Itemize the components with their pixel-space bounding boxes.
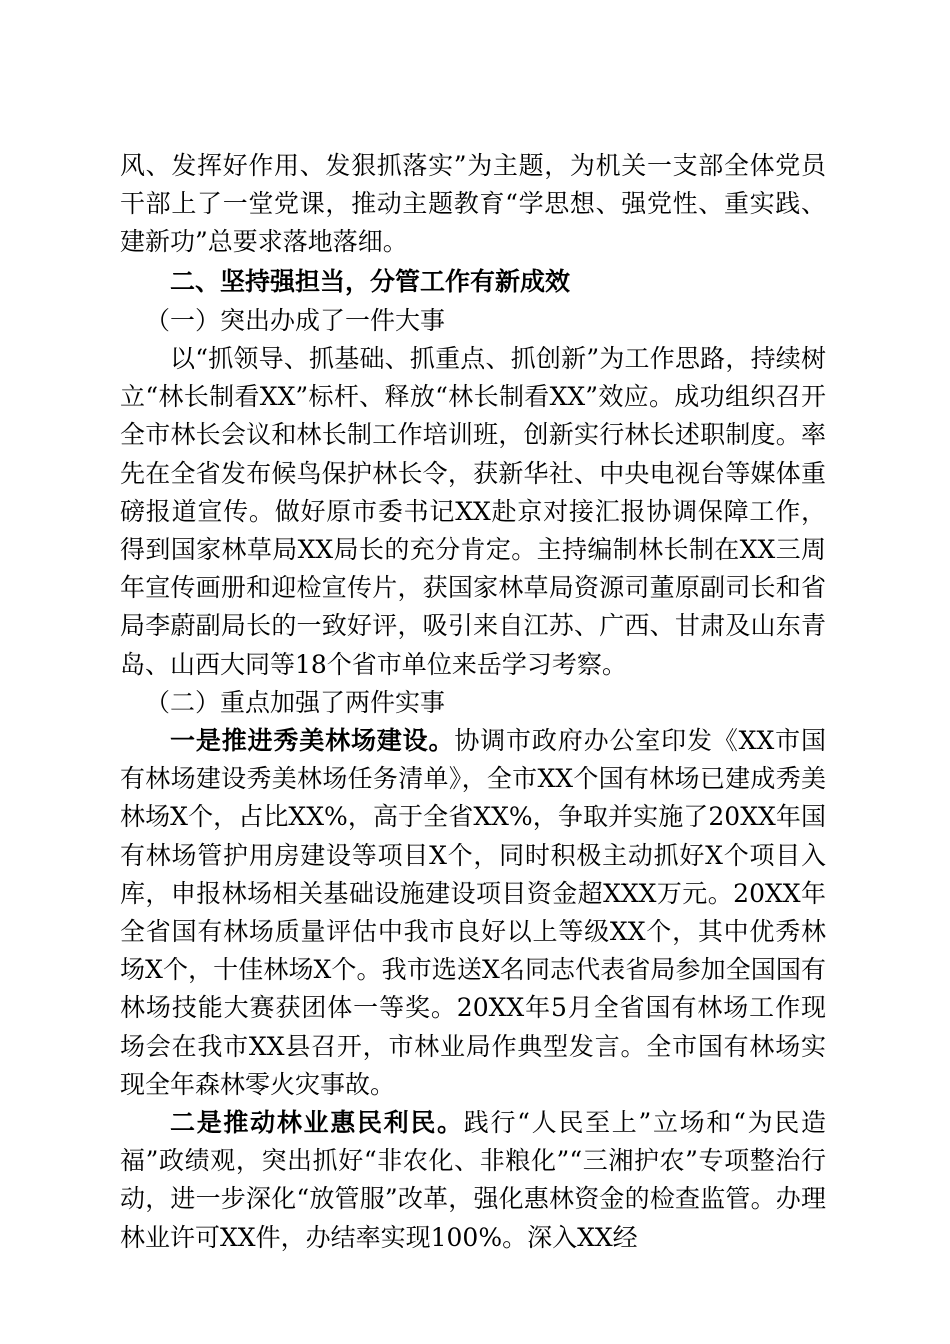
paragraph-forest-chief: 以“抓领导、抓基础、抓重点、抓创新”为工作思路，持续树立“林长制看XX”标杆、释放“林长制看XX”效应。成功组织召开全市林长会议和林长制工作培训班，创新实行林长述职制度。率先在全省发布候鸟保护林长令，获新华社、中央电视台等媒体重磅报道宣传。做好原市委书记XX赴京对接汇报协调保障工作，得到国家林草局XX局长的充分肯定。主持编制林长制在XX三周年宣传画册和迎检宣传片，获国家林草局资源司董原副司长和省局李蔚副局长的一致好评，吸引来自江苏、广西、甘肃及山东青岛、山西大同等18个省市单位来岳学习考察。 bbox=[120, 344, 826, 679]
paragraph-lead-forest-farm: 一是推进秀美林场建设。 bbox=[170, 726, 455, 756]
paragraph-body-benefit-people: 践行“人民至上”立场和“为民造福”政绩观，突出抓好“非农化、非粮化”“三湘护农”专项整治行动，进一步深化“放管服”改革，强化惠林资金的检查监管。办理林业许可XX件，办结率实现100%。深入XX经 bbox=[120, 1108, 826, 1252]
paragraph-lead-benefit-people: 二是推动林业惠民利民。 bbox=[170, 1108, 464, 1138]
document-body bbox=[120, 147, 826, 1257]
paragraph-benefit-people bbox=[120, 1104, 826, 1257]
subsection-heading-1: （一）突出办成了一件大事 bbox=[145, 305, 446, 335]
subsection-heading-2: （二）重点加强了两件实事 bbox=[145, 687, 446, 717]
paragraph-body-forest-farm: 协调市政府办公室印发《XX市国有林场建设秀美林场任务清单》，全市XX个国有林场已建成秀美林场X个，占比XX%，高于全省XX%，争取并实施了20XX年国有林场管护用房建设等项目X个，同时积极主动抓好X个项目入库，申报林场相关基础设施建设项目资金超XXX万元。20XX年全省国有林场质量评估中我市良好以上等级XX个，其中优秀林场X个，十佳林场X个。我市选送X名同志代表省局参加全国国有林场技能大赛获团体一等奖。20XX年5月全省国有林场工作现场会在我市XX县召开，市林业局作典型发言。全市国有林场实现全年森林零火灾事故。 bbox=[120, 726, 826, 1099]
section-heading-2: 二、坚持强担当，分管工作有新成效 bbox=[170, 266, 571, 296]
paragraph-forest-farm bbox=[120, 722, 826, 1104]
paragraph-party-lesson: 风、发挥好作用、发狠抓落实”为主题，为机关一支部全体党员干部上了一堂党课，推动主题教育“学思想、强党性、重实践、建新功”总要求落地落细。 bbox=[120, 151, 826, 257]
